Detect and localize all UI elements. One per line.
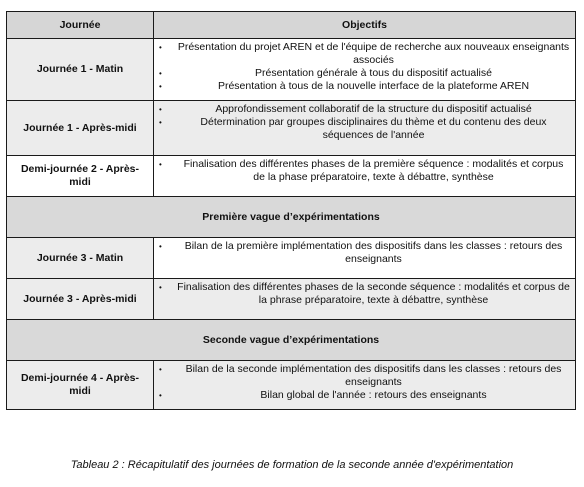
- objective-item: • Présentation du projet AREN et de l'équipe de recherche aux nouveaux enseignants associés: [159, 41, 570, 67]
- day-cell: Demi-journée 2 - Après-midi: [7, 156, 154, 197]
- table-header-row: [7, 12, 576, 39]
- wave-row: [7, 197, 576, 238]
- table-row: [7, 279, 576, 320]
- objective-item: • Approfondissement collaboratif de la structure du dispositif actualisé: [159, 103, 570, 116]
- header-objectives: Objectifs: [154, 12, 576, 39]
- table-row: [7, 39, 576, 101]
- objective-item: • Détermination par groupes disciplinaires du thème et du contenu des deux séquences de l'année: [159, 116, 570, 142]
- table-row: [7, 361, 576, 410]
- wave-label: Seconde vague d’expérimentations: [7, 320, 576, 361]
- day-cell: Journée 3 - Après-midi: [7, 279, 154, 320]
- objectives-cell: [154, 156, 576, 197]
- objectives-cell: [154, 279, 576, 320]
- header-day: Journée: [7, 12, 154, 39]
- objectives-cell: [154, 361, 576, 410]
- objectives-cell: [154, 101, 576, 156]
- table-row: [7, 101, 576, 156]
- objective-item: • Présentation générale à tous du dispositif actualisé: [159, 67, 570, 80]
- day-cell: Journée 1 - Après-midi: [7, 101, 154, 156]
- wave-label: Première vague d’expérimentations: [7, 197, 576, 238]
- day-cell: Journée 3 - Matin: [7, 238, 154, 279]
- wave-row: [7, 320, 576, 361]
- training-schedule-table: [6, 11, 576, 410]
- objective-item: • Présentation à tous de la nouvelle interface de la plateforme AREN: [159, 80, 570, 93]
- table-row: [7, 156, 576, 197]
- objectives-cell: [154, 39, 576, 101]
- objective-item: • Bilan global de l'année : retours des enseignants: [159, 389, 570, 402]
- table-row: [7, 238, 576, 279]
- objective-item: • Finalisation des différentes phases de la seconde séquence : modalités et corpus de la phrase préparatoire, texte à débattre, synthèse: [159, 281, 570, 307]
- day-cell: Journée 1 - Matin: [7, 39, 154, 101]
- table-caption: Tableau 2 : Récapitulatif des journées de formation de la seconde année d'expérimentation: [70, 459, 514, 471]
- objectives-cell: [154, 238, 576, 279]
- objective-item: • Bilan de la seconde implémentation des dispositifs dans les classes : retours des enseignants: [159, 363, 570, 389]
- day-cell: Demi-journée 4 - Après-midi: [7, 361, 154, 410]
- objective-item: • Finalisation des différentes phases de la première séquence : modalités et corpus de la phase préparatoire, texte à débattre, synthèse: [159, 158, 570, 184]
- objective-item: • Bilan de la première implémentation des dispositifs dans les classes : retours des enseignants: [159, 240, 570, 266]
